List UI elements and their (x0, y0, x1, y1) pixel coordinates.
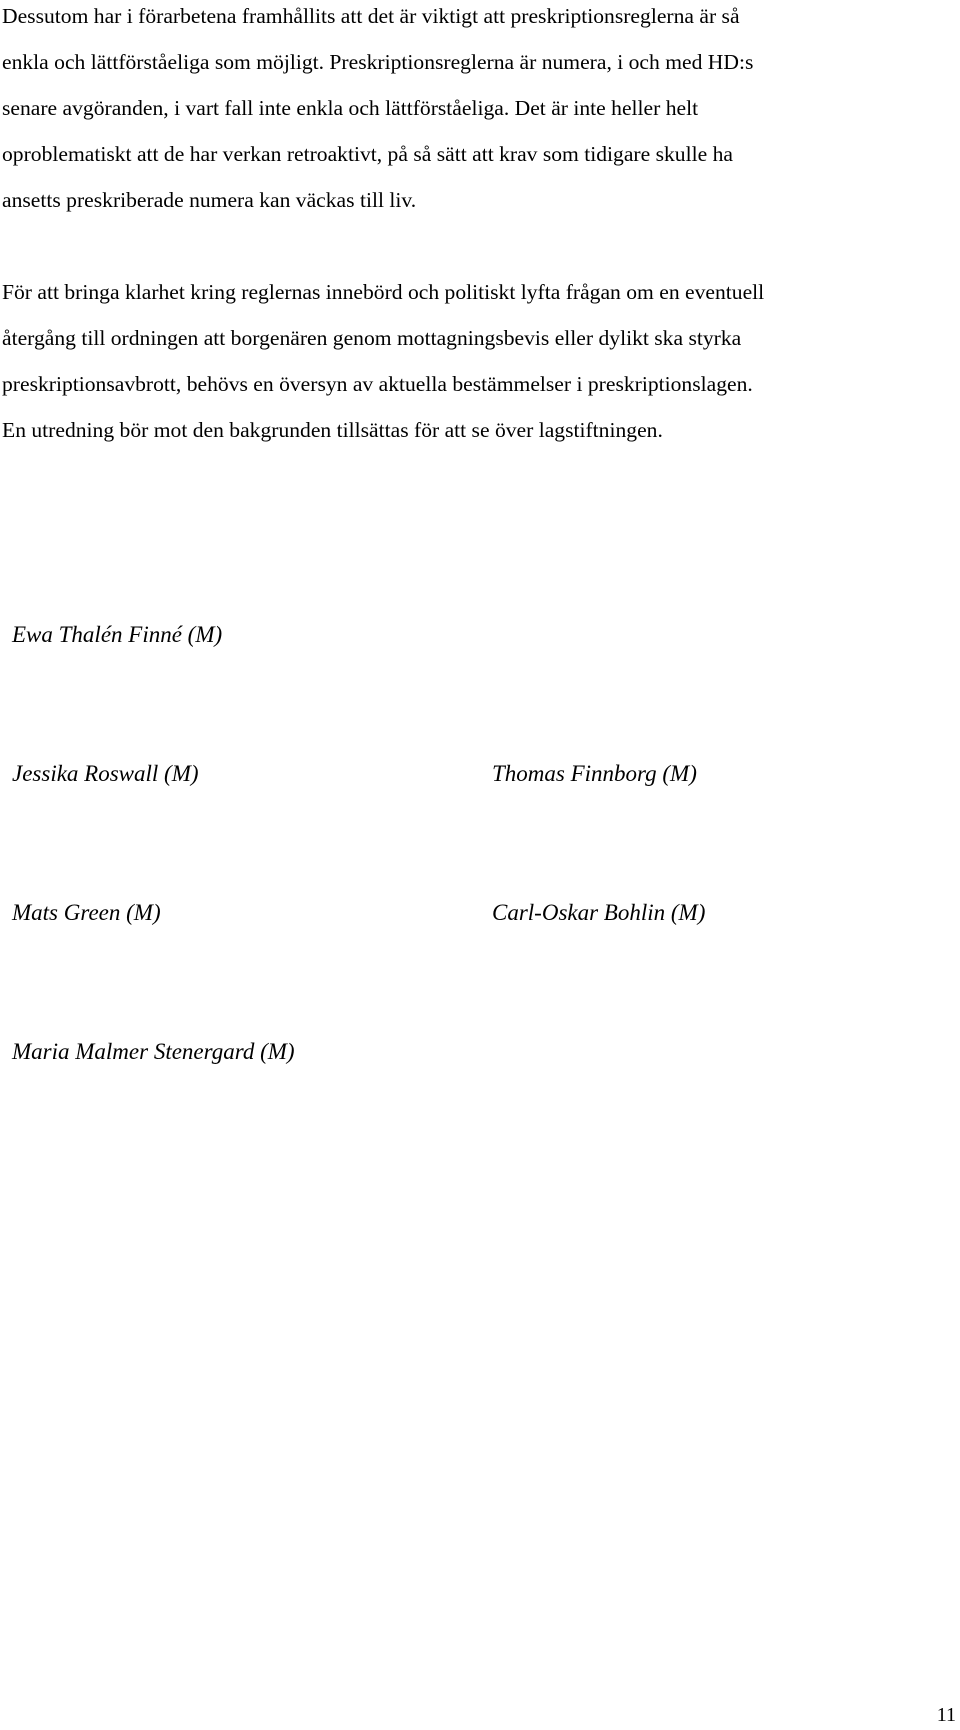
signature-carl-oskar-bohlin: Carl-Oskar Bohlin (M) (492, 900, 706, 925)
signature-ewa-thalen-finne: Ewa Thalén Finné (M) (12, 622, 223, 647)
signature-maria-malmer-stenergard: Maria Malmer Stenergard (M) (12, 1039, 295, 1064)
body-paragraph-preskription-reglerna: Dessutom har i förarbetena framhållits att det är viktigt att preskriptionsreglerna är så enkla och lättförståeliga som möjligt. Preskriptionsreglerna är numera, i och med HD:s senare avgöranden, i vart fall inte enkla och lättförståeliga. Det är inte heller helt oproblematiskt att de har verkan retroaktivt, på så sätt att krav som tidigare skulle ha ansetts preskriberade numera kan väckas till liv. (2, 4, 754, 212)
signature-mats-green: Mats Green (M) (12, 900, 161, 925)
body-paragraph-utredning: För att bringa klarhet kring reglernas innebörd och politiskt lyfta frågan om en eventuell återgång till ordningen att borgenären genom mottagningsbevis eller dylikt ska styrka preskriptionsavbrott, behövs en översyn av aktuella bestämmelser i preskriptionslagen. En utredning bör mot den bakgrunden tillsättas för att se över lagstiftningen. (2, 280, 765, 442)
signature-jessika-roswall: Jessika Roswall (M) (12, 761, 199, 786)
signature-thomas-finnborg: Thomas Finnborg (M) (492, 761, 697, 786)
page-number: 11 (936, 1704, 956, 1726)
